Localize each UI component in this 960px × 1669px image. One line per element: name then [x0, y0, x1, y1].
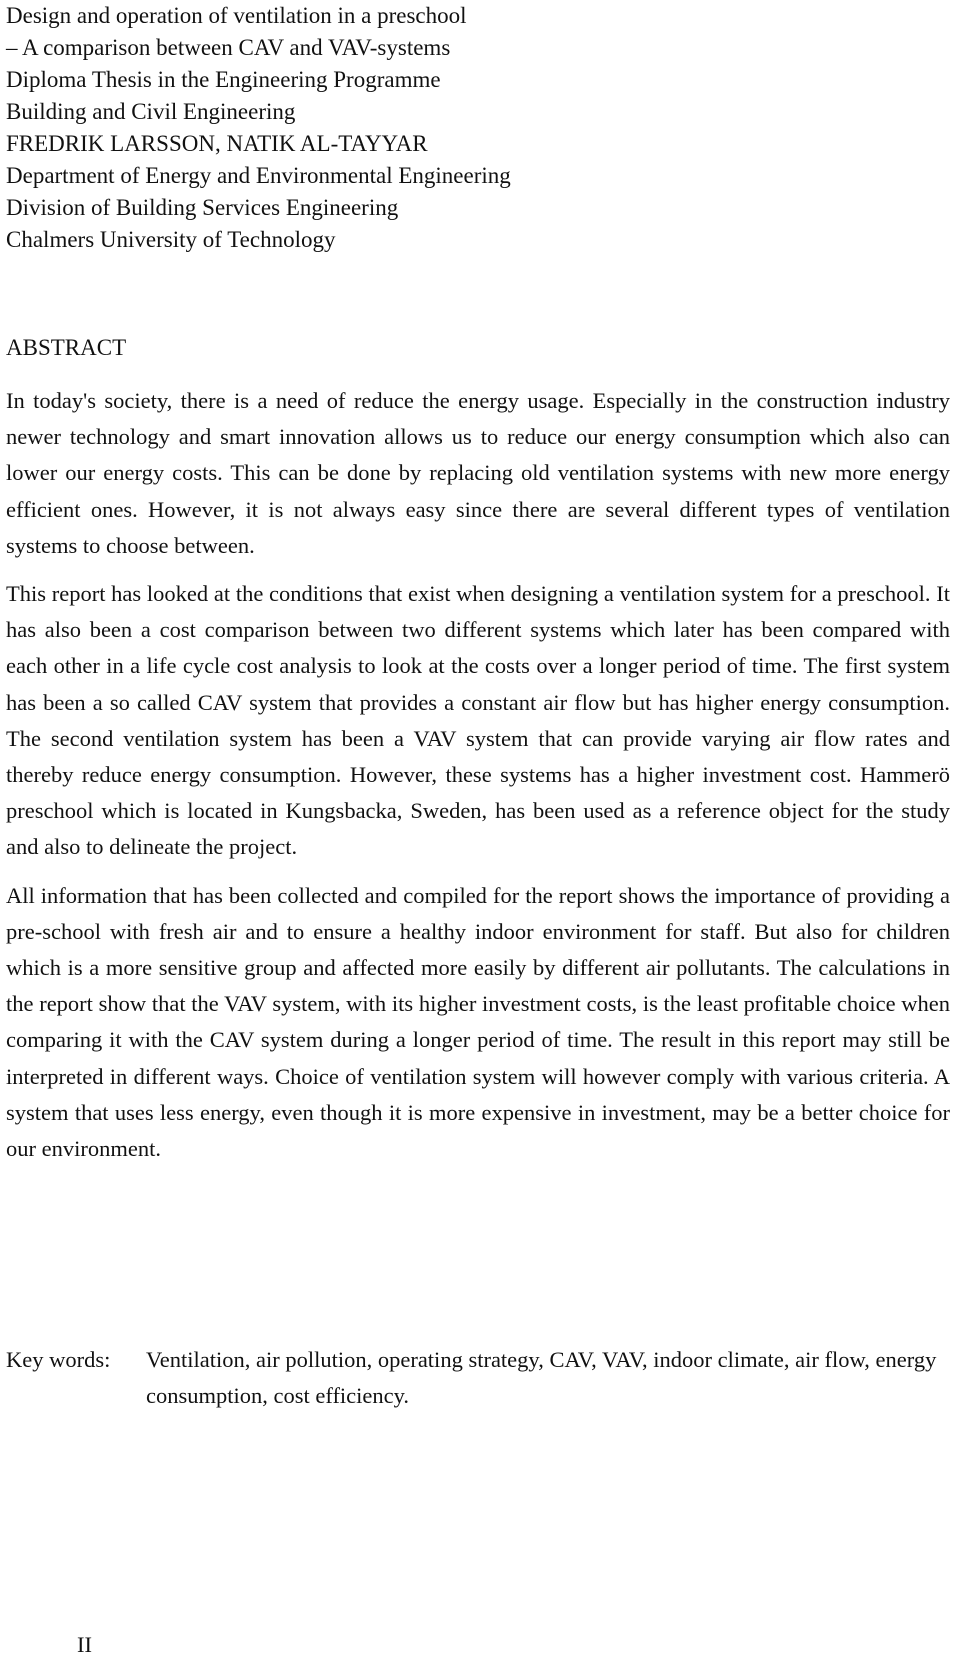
thesis-title: Design and operation of ventilation in a preschool: [6, 3, 467, 28]
abstract-body: [6, 383, 950, 1179]
university: Chalmers University of Technology: [6, 227, 336, 252]
keywords-label: Key words:: [6, 1347, 111, 1372]
authors: FREDRIK LARSSON, NATIK AL-TAYYAR: [6, 131, 428, 156]
keywords-list: Ventilation, air pollution, operating strategy, CAV, VAV, indoor climate, air flow, energy consumption, cost efficiency.: [146, 1347, 937, 1408]
abstract-paragraph-3: All information that has been collected and compiled for the report shows the importance of providing a pre-school with fresh air and to ensure a healthy indoor environment for staff. But also for children which is a more sensitive group and affected more easily by different air pollutants. The calculations in the report show that the VAV system, with its higher investment costs, is the least profitable choice when comparing it with the CAV system during a longer period of time. The result in this report may still be interpreted in different ways. Choice of ventilation system will however comply with various criteria. A system that uses less energy, even though it is more expensive in investment, may be a better choice for our environment.: [6, 882, 950, 1162]
thesis-type: Diploma Thesis in the Engineering Programme: [6, 67, 441, 92]
division: Division of Building Services Engineering: [6, 195, 399, 220]
page-number: II: [77, 1632, 92, 1657]
abstract-heading: ABSTRACT: [6, 335, 127, 360]
programme-name: Building and Civil Engineering: [6, 99, 296, 124]
abstract-paragraph-2: This report has looked at the conditions that exist when designing a ventilation system for a preschool. It has also been a cost comparison between two different systems which later has been compared with each other in a life cycle cost analysis to look at the costs over a longer period of time. The first system has been a so called CAV system that provides a constant air flow but has higher energy consumption. The second ventilation system has been a VAV system that can provide varying air flow rates and thereby reduce energy consumption. However, these systems has a higher investment cost. Hammerö preschool which is located in Kungsbacka, Sweden, has been used as a reference object for the study and also to delineate the project.: [6, 581, 950, 860]
title-block: [6, 0, 946, 256]
keywords-section: [6, 1342, 950, 1414]
thesis-subtitle: – A comparison between CAV and VAV-systems: [6, 35, 451, 60]
abstract-paragraph-1: In today's society, there is a need of reduce the energy usage. Especially in the construction industry newer technology and smart innovation allows us to reduce our energy consumption which also can lower our energy costs. This can be done by replacing old ventilation systems with new more energy efficient ones. However, it is not always easy since there are several different types of ventilation systems to choose between.: [6, 388, 950, 558]
department: Department of Energy and Environmental Engineering: [6, 163, 511, 188]
